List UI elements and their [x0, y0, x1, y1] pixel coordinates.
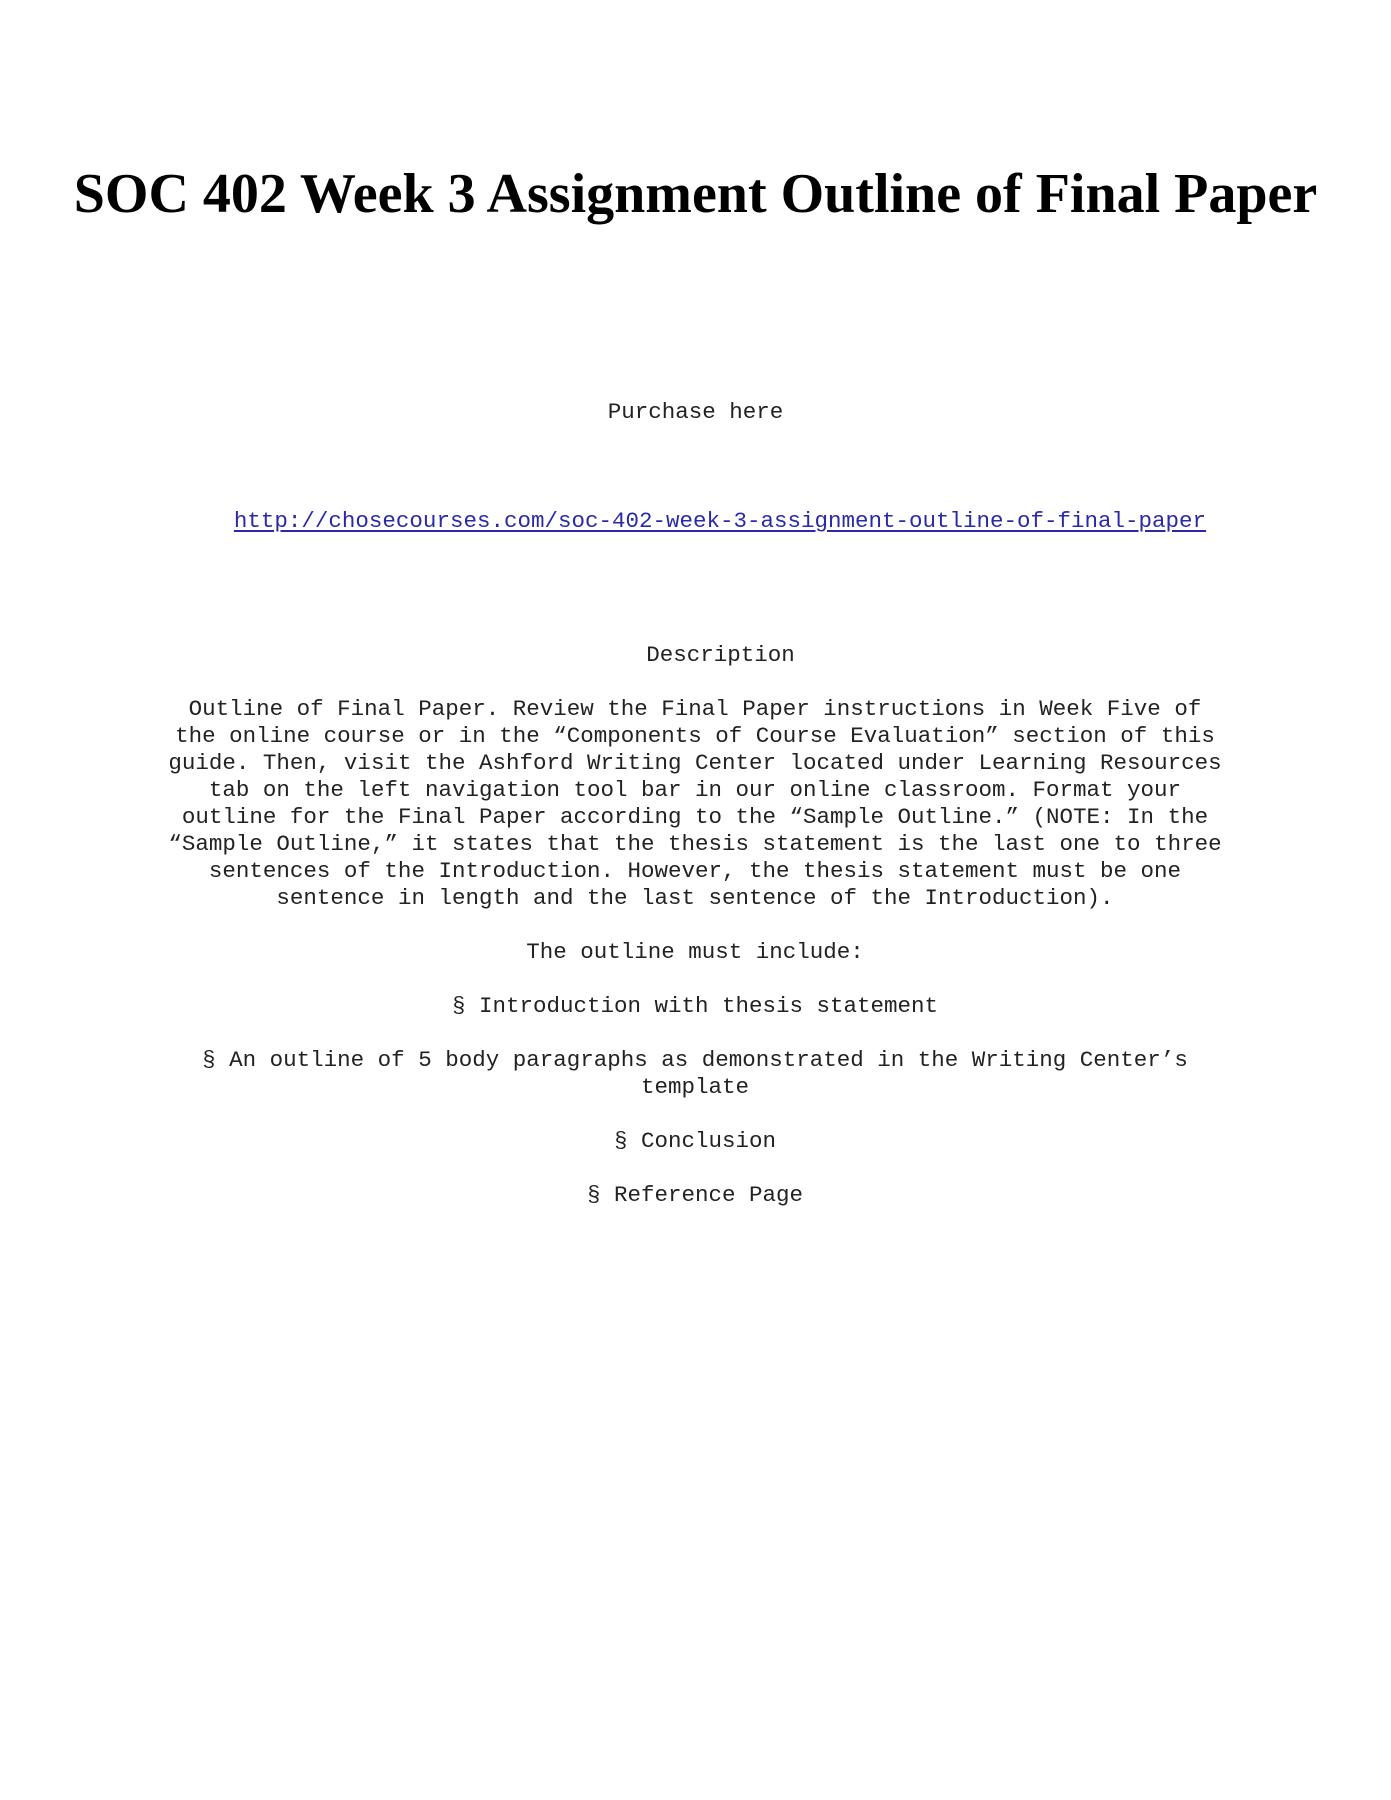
outline-item-body-paragraphs: § An outline of 5 body paragraphs as demonstrated in the Writing Center’s template: [202, 1047, 1188, 1100]
description-paragraph: Outline of Final Paper. Review the Final Paper instructions in Week Five of the online course or in the “Components of Course Evaluation” section of this guide. Then, visit the Ashford Writing Center located under Learning Resources tab on the left navigation tool bar in our online classroom. Format your outline for the Final Paper according to the “Sample Outline.” (NOTE: In the “Sample Outline,” it states that the thesis statement is the last one to three sentences of the Introduction. However, the thesis statement must be one sentence in length and the last sentence of the Introduction).: [168, 696, 1222, 911]
page-title: SOC 402 Week 3 Assignment Outline of Final Paper: [73, 163, 1318, 225]
purchase-label: Purchase here: [607, 399, 784, 425]
outline-item-introduction: § Introduction with thesis statement: [451, 993, 939, 1019]
outline-intro: The outline must include:: [526, 939, 864, 965]
purchase-link[interactable]: http://chosecourses.com/soc-402-week-3-assignment-outline-of-final-paper: [233, 508, 1207, 534]
outline-item-conclusion: § Conclusion: [613, 1128, 777, 1154]
outline-item-reference-page: § Reference Page: [586, 1182, 804, 1208]
purchase-link-container: [230, 508, 1210, 535]
description-heading: Description: [646, 642, 795, 668]
description-body: [165, 696, 1225, 1236]
